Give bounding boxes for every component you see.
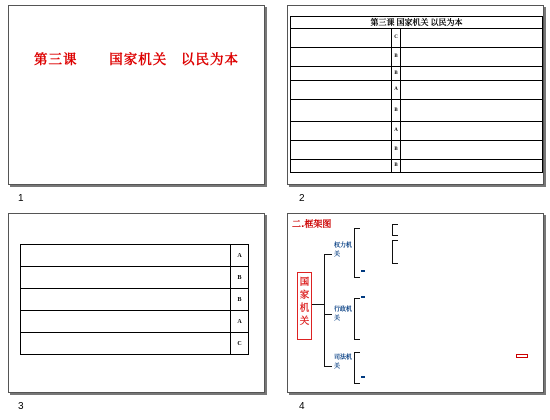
mindmap-root-label: 国 家 机 关 [299,277,310,327]
slide-3-answer: A [231,245,249,267]
slide-thumbnail-1[interactable] [8,5,265,185]
connector [354,228,360,278]
slide-2-question [291,29,392,48]
mindmap-root [297,272,312,340]
watermark [362,388,546,416]
mindmap-item [361,376,365,378]
slide-3-question [21,289,231,311]
slide-number-3: 3 [18,401,24,412]
mindmap-item [361,296,365,298]
slide-2-answer: B [392,100,401,122]
slide-number-1: 1 [18,193,24,204]
slide-2-answer: B [392,67,401,81]
slide-2-answer: B [392,141,401,160]
slide-3-table [20,244,249,355]
slide-3-answer: A [231,311,249,333]
slide-3-question [21,267,231,289]
slide-1-title: 第三课 国家机关 以民为本 [34,52,239,68]
slide-number-4: 4 [299,401,305,412]
slide-2-answer: C [392,29,401,48]
connector [324,254,325,366]
slide-thumbnail-4[interactable] [287,213,544,393]
slide-2-note [401,100,543,122]
slide-3-answer: B [231,267,249,289]
slide-2-table-header: 第三课 国家机关 以民为本 [291,17,543,29]
slide-2-note [401,81,543,100]
slide-3-answer: C [231,333,249,355]
slide-2-question [291,141,392,160]
slide-2-answer: A [392,122,401,141]
connector [312,304,324,305]
slide-3-question [21,333,231,355]
slide-2-note [401,160,543,173]
slide-number-2: 2 [299,193,305,204]
mindmap-side-note [516,354,528,358]
slide-3-answer: B [231,289,249,311]
mindmap-item [361,270,365,272]
slide-2-question [291,67,392,81]
connector [392,224,398,236]
mindmap-branch-1: 权力机关 [334,243,353,258]
connector [324,314,332,315]
slide-2-heading [288,7,543,16]
mindmap-branch-3: 司法机关 [334,355,353,370]
slide-2-note [401,29,543,48]
slide-3-question [21,245,231,267]
slide-2-question [291,81,392,100]
connector [354,298,360,340]
slide-2-question [291,100,392,122]
slide-2-answer: B [392,160,401,173]
slide-2-question [291,48,392,67]
slide-thumbnail-3[interactable] [8,213,265,393]
slide-2-question [291,122,392,141]
slide-2-question [291,160,392,173]
connector [324,366,332,367]
slide-thumbnail-2[interactable] [287,5,544,185]
slide-2-note [401,141,543,160]
connector [392,240,398,264]
slide-3-heading [9,226,264,236]
slide-2-answer: B [392,48,401,67]
connector [354,352,360,384]
slide-2-table [290,16,543,173]
slide-4-title: 二.框架图 [292,220,332,230]
mindmap-branch-2: 行政机关 [334,307,353,322]
slide-3-question [21,311,231,333]
slide-2-note [401,122,543,141]
slide-2-note [401,48,543,67]
connector [324,254,332,255]
slide-2-note [401,67,543,81]
slide-2-answer: A [392,81,401,100]
